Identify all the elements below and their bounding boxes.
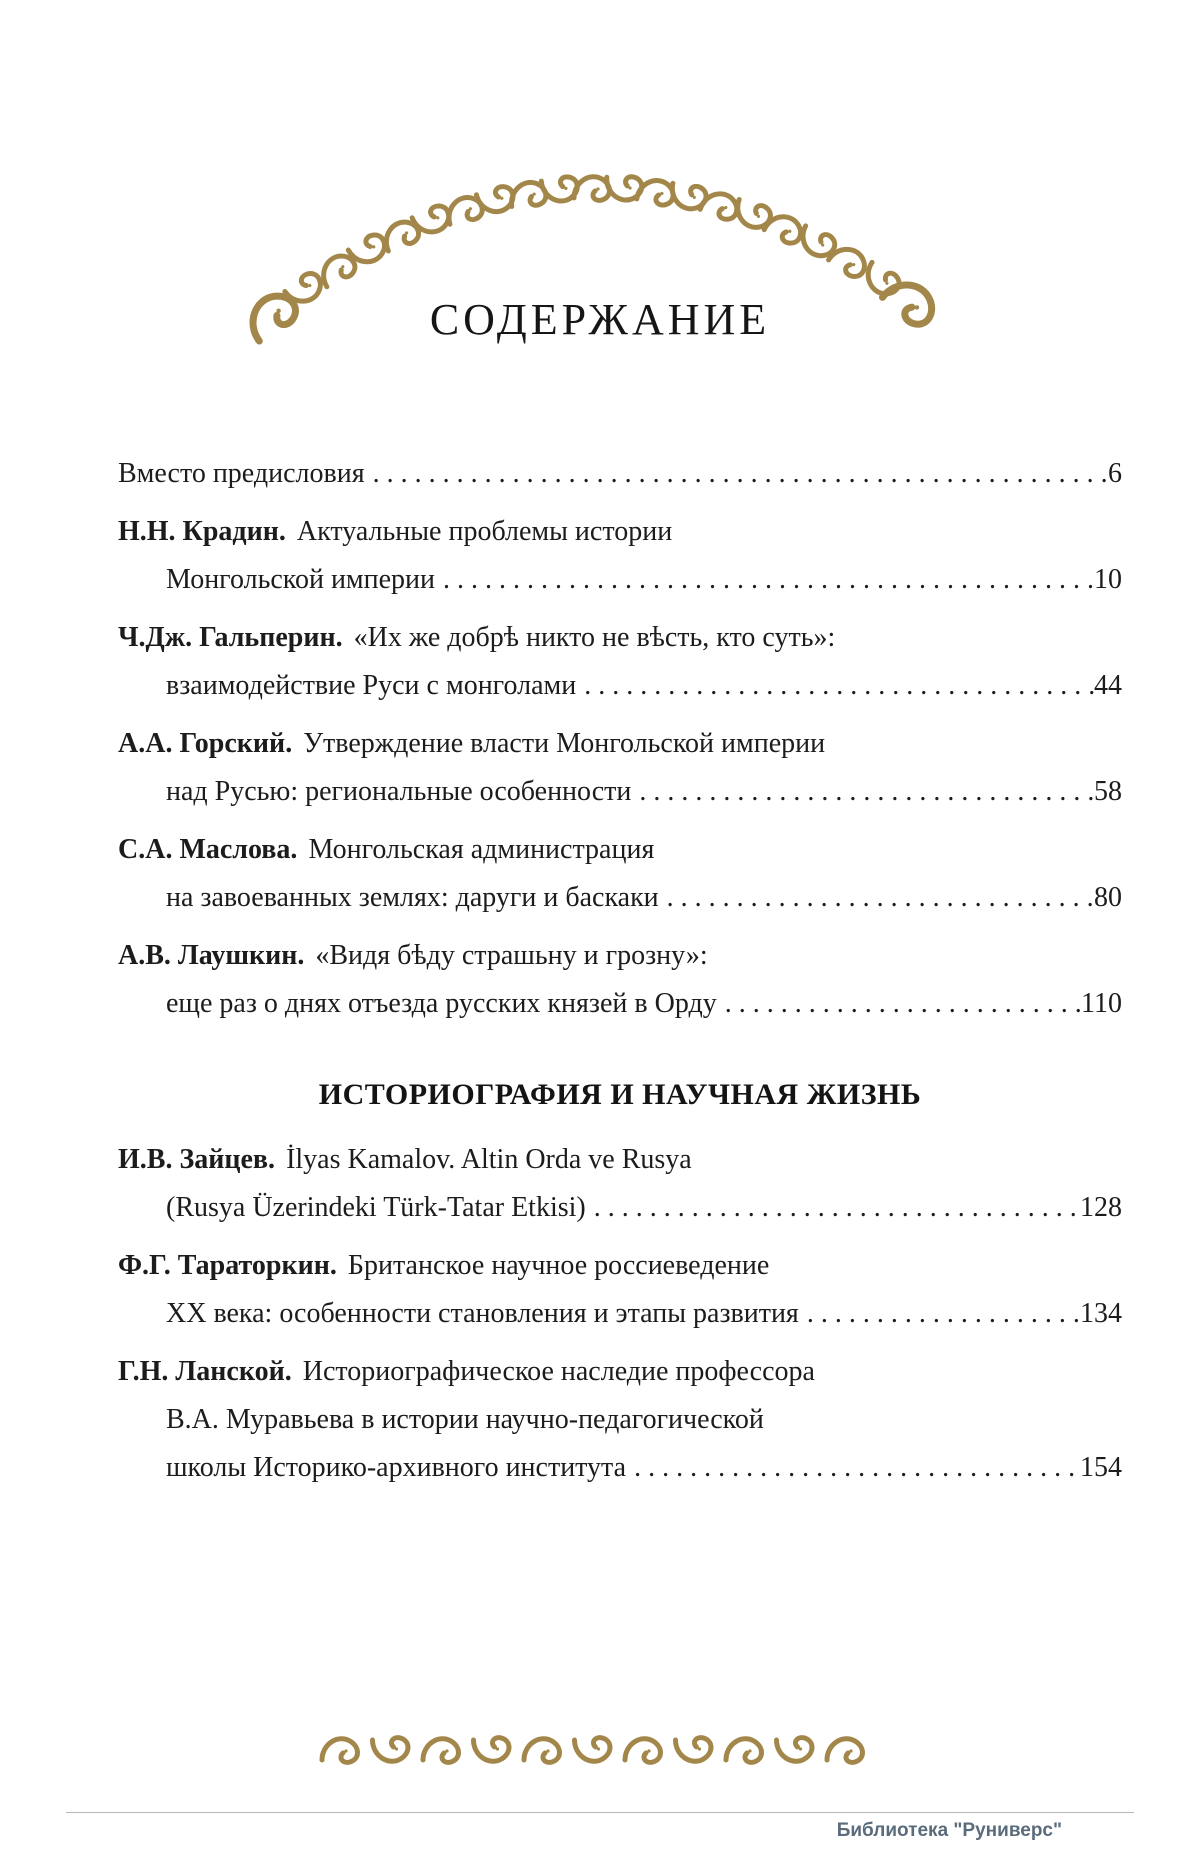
scroll-motif	[474, 1738, 510, 1762]
footer-divider	[66, 1812, 1134, 1813]
scroll-motif	[575, 1738, 611, 1762]
scroll-motif	[827, 1739, 863, 1763]
toc-entry-page: 110	[1081, 988, 1122, 1019]
toc-entry-page: 154	[1080, 1452, 1122, 1483]
scroll-motif	[322, 1739, 358, 1763]
dot-leader	[586, 1184, 1080, 1232]
section-heading: ИСТОРИОГРАФИЯ И НАУЧНАЯ ЖИЗНЬ	[318, 1078, 922, 1111]
toc-entry-page: 6	[1108, 458, 1122, 489]
toc-entry-page: 80	[1094, 882, 1122, 913]
toc-entry	[118, 1136, 1122, 1232]
dot-leader	[365, 450, 1108, 498]
scroll-motif	[777, 1738, 813, 1762]
scroll-motif	[423, 1739, 459, 1763]
toc-entry-title: Монгольская администрация	[308, 834, 655, 865]
toc-entry-author: А.А. Горский.	[118, 728, 293, 759]
toc-entry	[118, 614, 1122, 710]
toc-entry	[118, 1242, 1122, 1338]
toc-entry	[118, 508, 1122, 604]
dot-leader	[435, 556, 1094, 604]
toc-entry-page: 10	[1094, 564, 1122, 595]
toc-line	[118, 980, 1122, 1028]
toc-line	[118, 1348, 1122, 1396]
table-of-contents	[118, 450, 1122, 1502]
toc-entry-title: Монгольской империи	[166, 564, 436, 595]
toc-entry-title: взаимодействие Руси с монголами	[166, 670, 577, 701]
toc-entry-page: 134	[1080, 1298, 1122, 1329]
toc-line	[118, 1184, 1122, 1232]
scroll-motif	[524, 1739, 560, 1763]
bottom-band-ornament	[320, 1726, 880, 1774]
scroll-motif	[625, 1739, 661, 1763]
toc-entry-title: İlyas Kamalov. Altin Orda ve Rusya	[286, 1144, 692, 1175]
scroll-motif	[726, 1739, 762, 1763]
dot-leader	[799, 1290, 1080, 1338]
toc-entry-title: В.А. Муравьева в истории научно-педагогической	[166, 1404, 764, 1435]
toc-entry-title: школы Историко-архивного института	[166, 1452, 627, 1483]
toc-entry-author: И.В. Зайцев.	[118, 1144, 276, 1175]
toc-line	[118, 614, 1122, 662]
toc-entry-title: над Русью: региональные особенности	[166, 776, 632, 807]
toc-line	[118, 874, 1122, 922]
toc-line	[118, 662, 1122, 710]
toc-entry	[118, 450, 1122, 498]
toc-entry-title: Вместо предисловия	[118, 458, 365, 489]
toc-line	[118, 1136, 1122, 1184]
toc-line	[118, 508, 1122, 556]
toc-line	[118, 932, 1122, 980]
toc-line	[118, 556, 1122, 604]
scroll-motif	[373, 1738, 409, 1762]
footer-credit: Библиотека "Руниверс"	[836, 1820, 1062, 1841]
toc-line	[118, 826, 1122, 874]
toc-entry	[118, 1348, 1122, 1492]
toc-entry	[118, 932, 1122, 1028]
page-title: СОДЕРЖАНИЕ	[429, 295, 771, 344]
dot-leader	[659, 874, 1094, 922]
toc-entry-page: 44	[1094, 670, 1122, 701]
toc-line	[118, 1396, 1122, 1444]
toc-entry-author: Ф.Г. Тараторкин.	[118, 1250, 337, 1281]
scroll-motif	[676, 1738, 712, 1762]
toc-line	[118, 768, 1122, 816]
toc-entry	[118, 826, 1122, 922]
toc-entry-page: 58	[1094, 776, 1122, 807]
dot-leader	[576, 662, 1094, 710]
toc-line	[118, 720, 1122, 768]
toc-entry-title: Актуальные проблемы истории	[296, 516, 673, 547]
toc-part-2	[118, 1136, 1122, 1492]
toc-line	[118, 1444, 1122, 1492]
toc-entry-author: А.В. Лаушкин.	[118, 940, 305, 971]
toc-entry	[118, 720, 1122, 816]
dot-leader	[717, 980, 1081, 1028]
toc-entry-title: Историографическое наследие профессора	[302, 1356, 815, 1387]
toc-entry-author: Н.Н. Крадин.	[118, 516, 286, 547]
toc-entry-title: «Видя бѣду страшьну и грозну»:	[315, 940, 708, 971]
toc-entry-title: еще раз о днях отъезда русских князей в Орду	[166, 988, 717, 1019]
toc-line	[118, 1242, 1122, 1290]
toc-entry-title: на завоеванных землях: даруги и баскаки	[166, 882, 659, 913]
toc-line	[118, 1290, 1122, 1338]
toc-entry-author: Г.Н. Ланской.	[118, 1356, 292, 1387]
toc-entry-author: Ч.Дж. Гальперин.	[118, 622, 343, 653]
dot-leader	[631, 768, 1094, 816]
toc-entry-title: Британское научное россиеведение	[347, 1250, 770, 1281]
toc-entry-author: С.А. Маслова.	[118, 834, 298, 865]
dot-leader	[626, 1444, 1080, 1492]
band-scroll-motifs	[322, 1738, 863, 1763]
toc-part-1	[118, 450, 1122, 1028]
toc-entry-title: XX века: особенности становления и этапы развития	[166, 1298, 799, 1329]
toc-line	[118, 450, 1122, 498]
toc-entry-page: 128	[1080, 1192, 1122, 1223]
toc-entry-title: «Их же добрѣ никто не вѣсть, кто суть»:	[353, 622, 836, 653]
toc-entry-title: Утверждение власти Монгольской империи	[303, 728, 826, 759]
toc-entry-title: (Rusya Üzerindeki Türk-Tatar Etkisi)	[166, 1192, 586, 1223]
